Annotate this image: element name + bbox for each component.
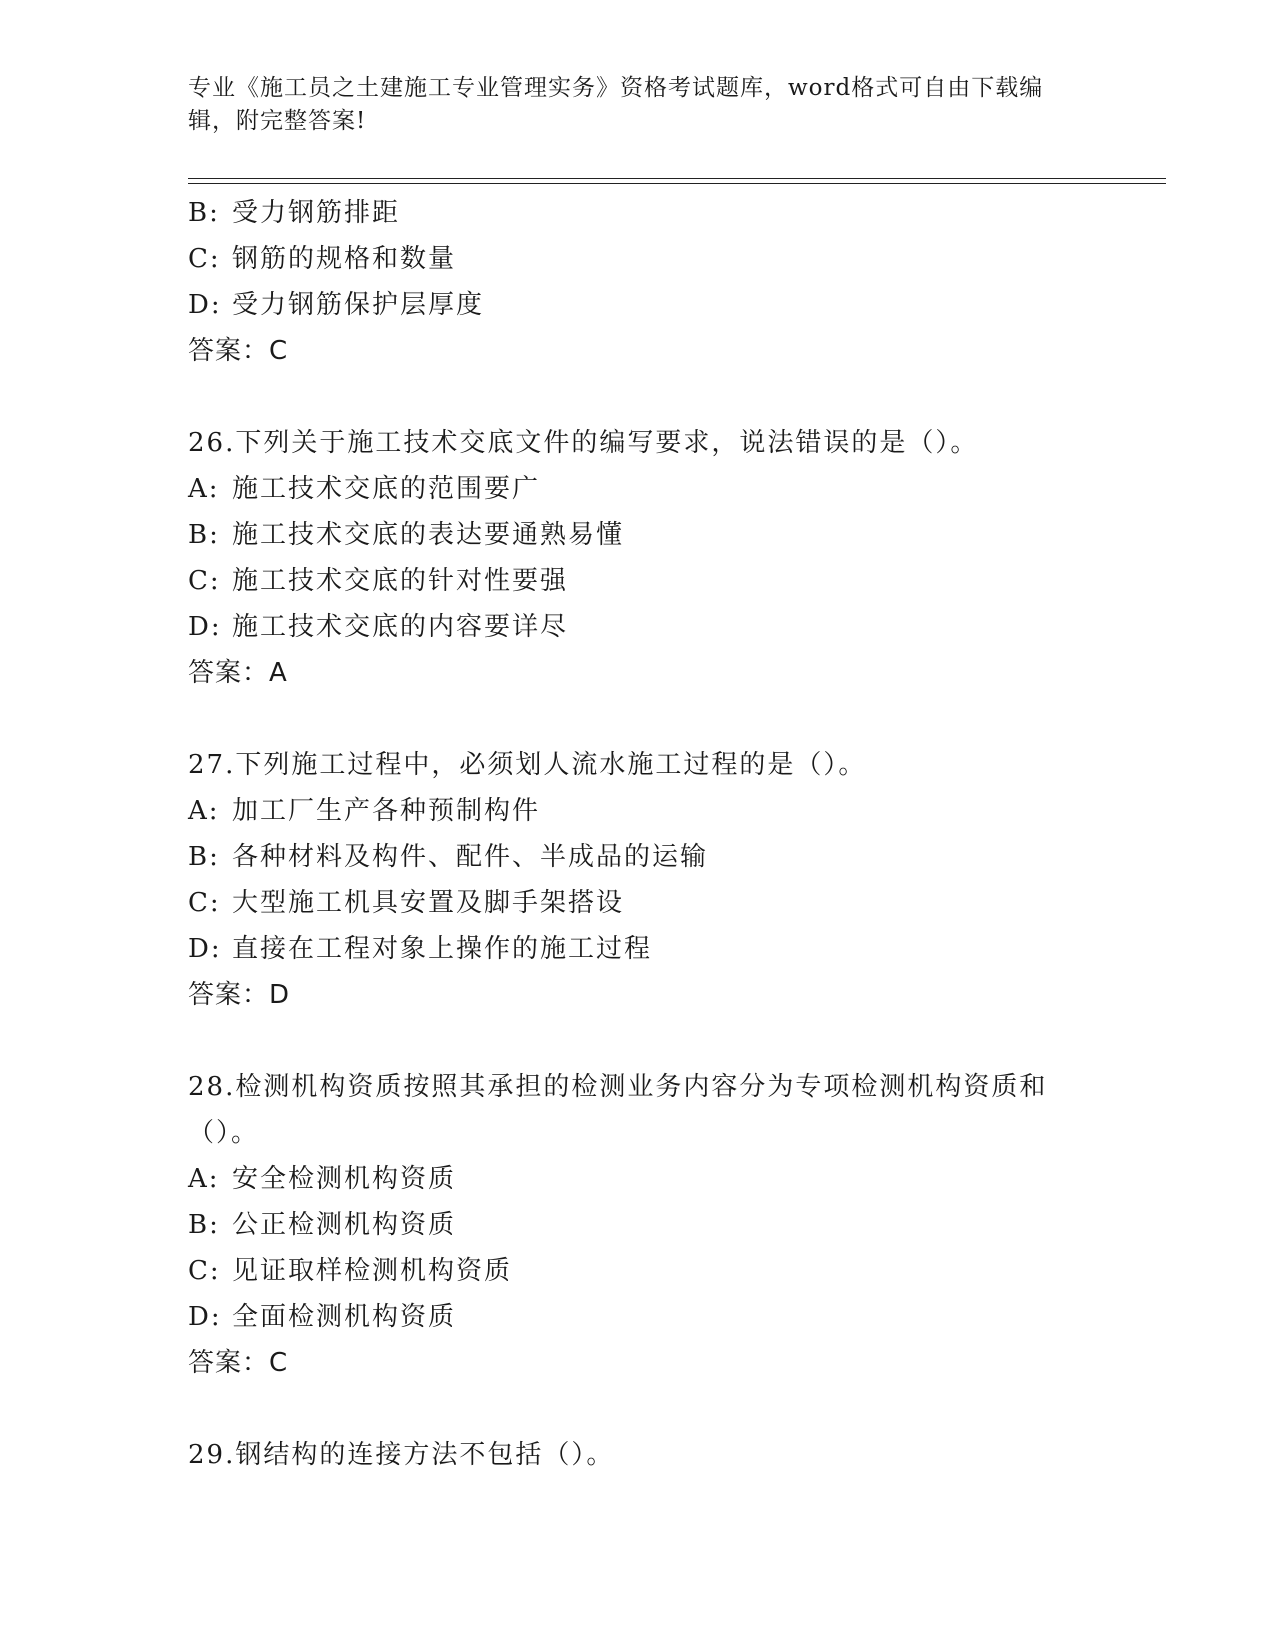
answer-line: 答案：C: [188, 336, 289, 366]
option-a: A: 加工厂生产各种预制构件: [188, 796, 541, 826]
header-divider-bottom: [188, 183, 1166, 184]
header-line-2: 辑，附完整答案!: [188, 108, 367, 134]
option-b: B: 公正检测机构资质: [188, 1210, 457, 1240]
question-stem-line-1: 28.检测机构资质按照其承担的检测业务内容分为专项检测机构资质和: [188, 1072, 1048, 1102]
spacer: [188, 1018, 1088, 1064]
question-stem: 26.下列关于施工技术交底文件的编写要求，说法错误的是（）。: [188, 428, 979, 458]
option-c: C: 施工技术交底的针对性要强: [188, 566, 569, 596]
question-stem: 27.下列施工过程中，必须划人流水施工过程的是（）。: [188, 750, 867, 780]
spacer: [188, 696, 1088, 742]
question-26: [188, 420, 1088, 696]
option-c: C: 见证取样检测机构资质: [188, 1256, 513, 1286]
option-d: D: 施工技术交底的内容要详尽: [188, 612, 569, 642]
header-divider-top: [188, 178, 1166, 179]
question-stem: 29.钢结构的连接方法不包括（）。: [188, 1440, 615, 1470]
answer-line: 答案：A: [188, 658, 288, 688]
option-b: B: 受力钢筋排距: [188, 198, 401, 228]
spacer: [188, 1386, 1088, 1432]
option-c: C: 大型施工机具安置及脚手架搭设: [188, 888, 625, 918]
option-b: B: 施工技术交底的表达要通熟易懂: [188, 520, 625, 550]
option-d: D: 受力钢筋保护层厚度: [188, 290, 485, 320]
option-c: C: 钢筋的规格和数量: [188, 244, 457, 274]
option-b: B: 各种材料及构件、配件、半成品的运输: [188, 842, 709, 872]
question-27: [188, 742, 1088, 1018]
option-d: D: 直接在工程对象上操作的施工过程: [188, 934, 653, 964]
spacer: [188, 374, 1088, 420]
question-28: [188, 1064, 1088, 1386]
question-stem-line-2: （）。: [188, 1118, 260, 1148]
header-line-1: 专业《施工员之土建施工专业管理实务》资格考试题库，word格式可自由下载编: [188, 75, 1044, 101]
answer-line: 答案：C: [188, 1348, 289, 1378]
question-content: [188, 190, 1088, 1478]
option-d: D: 全面检测机构资质: [188, 1302, 457, 1332]
document-header: [188, 72, 1068, 138]
option-a: A: 施工技术交底的范围要广: [188, 474, 541, 504]
answer-line: 答案：D: [188, 980, 291, 1010]
question-29: [188, 1432, 1088, 1478]
option-a: A: 安全检测机构资质: [188, 1164, 457, 1194]
prev-question-block: [188, 190, 1088, 374]
